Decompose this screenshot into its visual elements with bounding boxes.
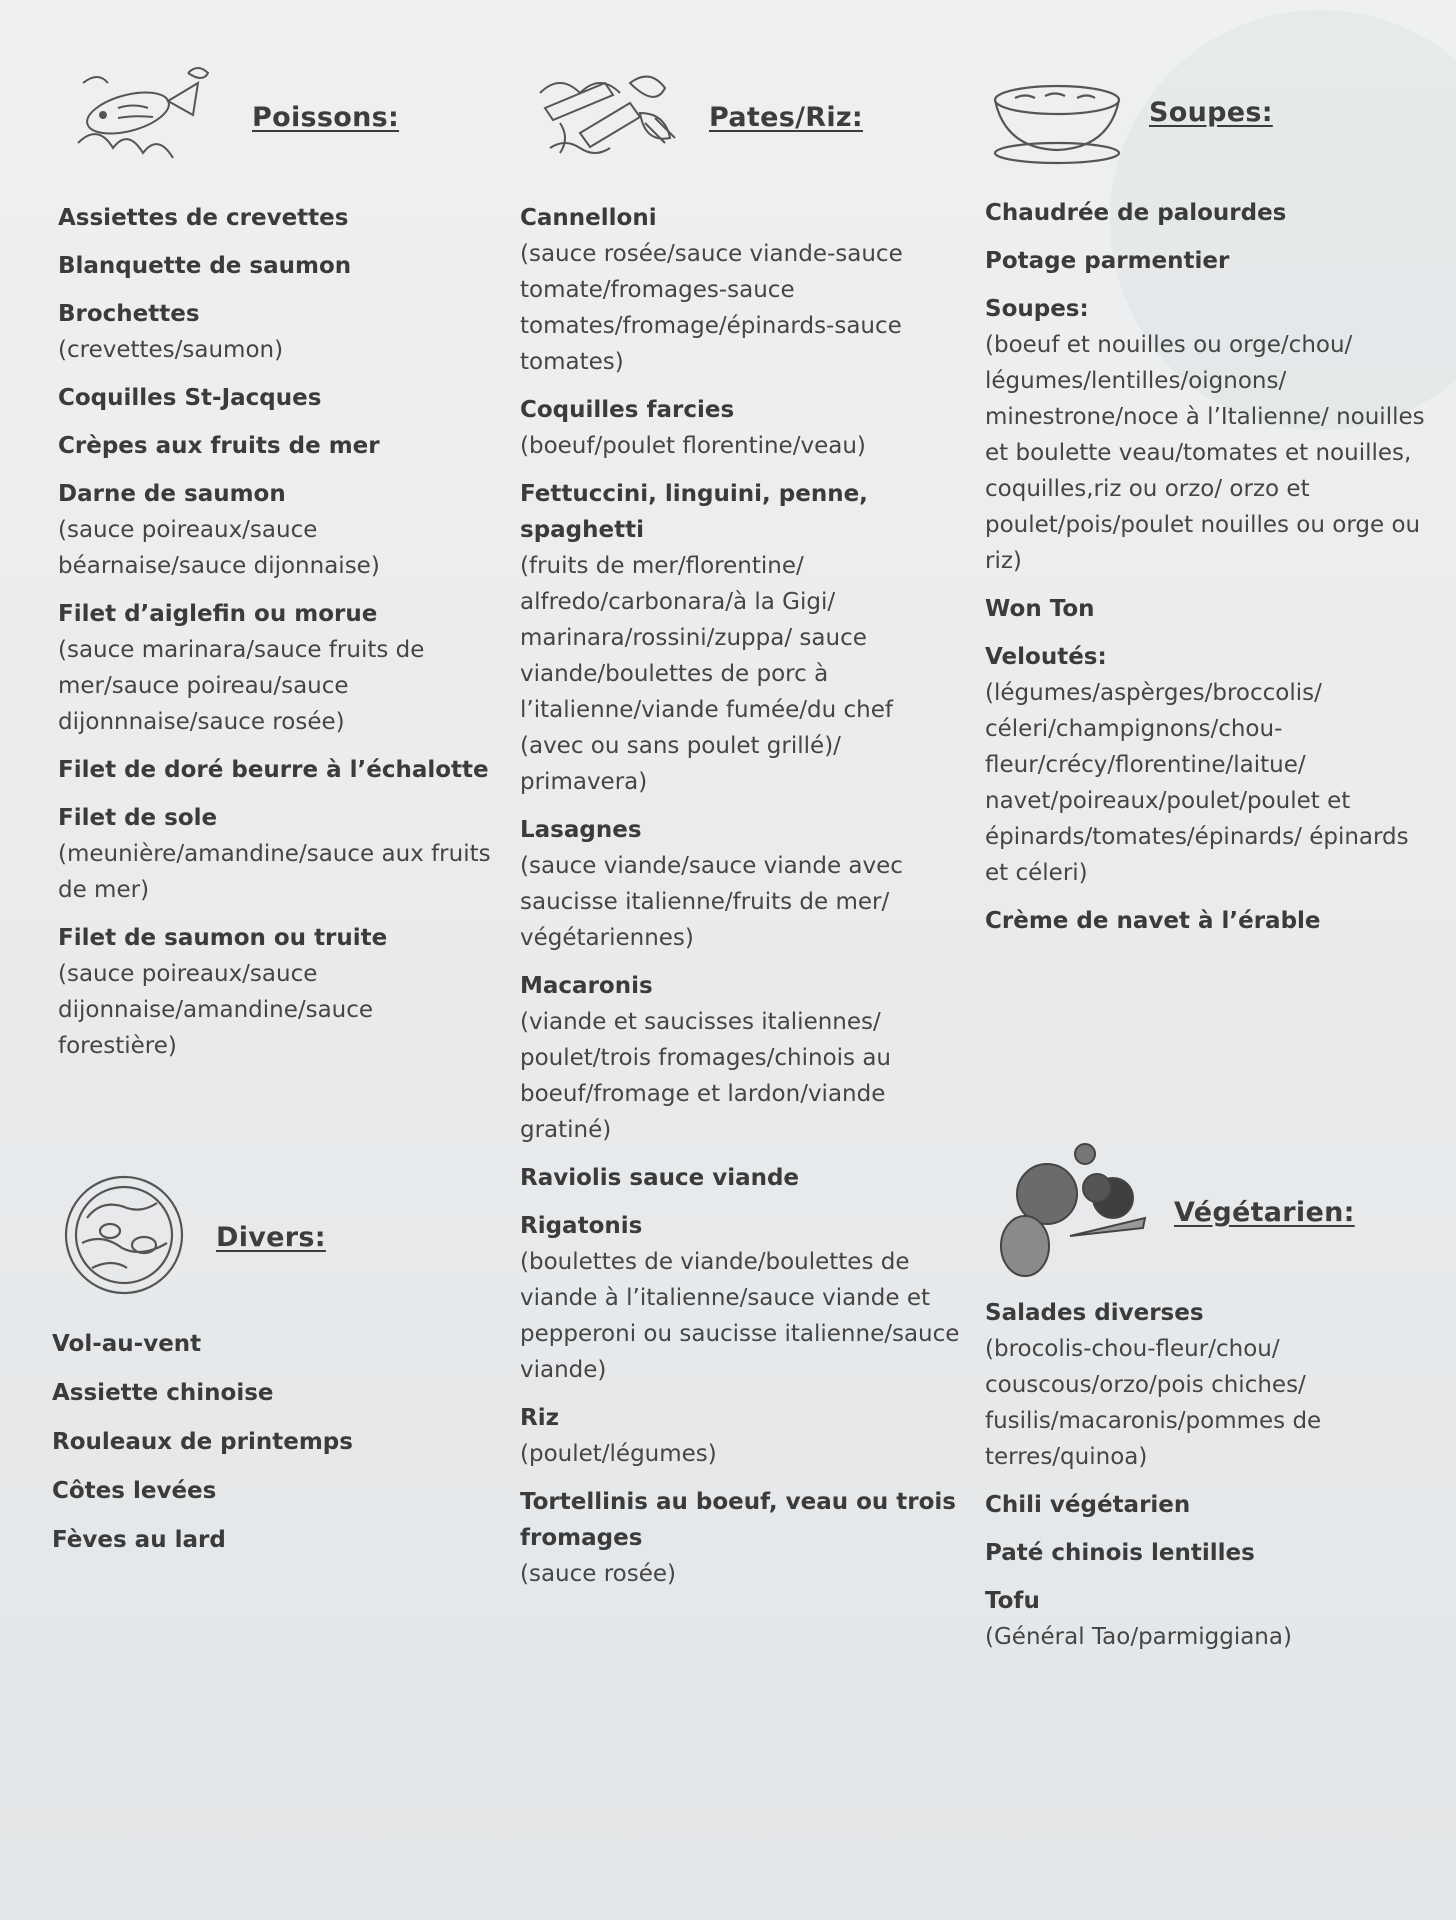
menu-item-name: Filet d’aiglefin ou morue xyxy=(58,601,378,627)
menu-item xyxy=(985,1487,1435,1523)
menu-item xyxy=(58,380,498,416)
menu-item xyxy=(985,639,1435,891)
menu-item xyxy=(58,596,498,740)
menu-item-name: Rigatonis xyxy=(520,1213,643,1239)
menu-item xyxy=(52,1473,472,1509)
item-list xyxy=(985,1295,1435,1655)
menu-item xyxy=(52,1375,472,1411)
menu-item-description: (sauce rosée) xyxy=(520,1561,677,1587)
section-pates-riz xyxy=(520,55,960,1604)
pasta-icon xyxy=(520,53,695,182)
menu-item xyxy=(985,1535,1435,1571)
section-header xyxy=(520,55,960,180)
menu-item-name: Côtes levées xyxy=(52,1478,217,1504)
menu-item-description: (crevettes/saumon) xyxy=(58,337,284,363)
menu-item xyxy=(58,476,498,584)
menu-item-description: (sauce marinara/sauce fruits de mer/sauce poireau/sauce dijonnnaise/sauce rosée) xyxy=(58,637,425,735)
menu-item xyxy=(520,1484,960,1592)
menu-item-name: Filet de saumon ou truite xyxy=(58,925,388,951)
menu-item-description: (poulet/légumes) xyxy=(520,1441,717,1467)
menu-item xyxy=(58,920,498,1064)
menu-item xyxy=(58,296,498,368)
menu-item-name: Macaronis xyxy=(520,973,653,999)
section-title: Végétarien: xyxy=(1174,1197,1355,1228)
section-vegetarien xyxy=(985,1150,1435,1667)
menu-item-description: (sauce poireaux/sauce dijonnaise/amandine/sauce forestière) xyxy=(58,961,374,1059)
item-list xyxy=(520,200,960,1592)
menu-item-name: Fettuccini, linguini, penne, spaghetti xyxy=(520,481,868,543)
menu-item-description: (sauce viande/sauce viande avec saucisse italienne/fruits de mer/ végétariennes) xyxy=(520,853,903,951)
menu-item-name: Crèpes aux fruits de mer xyxy=(58,433,380,459)
menu-item xyxy=(520,812,960,956)
menu-item xyxy=(520,392,960,464)
menu-item-name: Paté chinois lentilles xyxy=(985,1540,1255,1566)
menu-item xyxy=(58,752,498,788)
menu-item-name: Fèves au lard xyxy=(52,1527,226,1553)
menu-item-name: Riz xyxy=(520,1405,559,1431)
menu-item xyxy=(985,195,1435,231)
menu-item-name: Brochettes xyxy=(58,301,200,327)
menu-item xyxy=(52,1424,472,1460)
menu-item-name: Filet de doré beurre à l’échalotte xyxy=(58,757,489,783)
menu-item-description: (fruits de mer/florentine/ alfredo/carbonara/à la Gigi/ marinara/rossini/zuppa/ sauce viande/boulettes de porc à l’italienne/viande fumée/du chef (avec ou sans poulet grillé)/ primavera) xyxy=(520,553,894,795)
menu-item xyxy=(985,243,1435,279)
item-list xyxy=(52,1326,472,1558)
menu-item-name: Cannelloni xyxy=(520,205,657,231)
menu-item xyxy=(985,591,1435,627)
menu-item-name: Raviolis sauce viande xyxy=(520,1165,800,1191)
vegetables-icon xyxy=(985,1136,1160,1290)
menu-item-description: (légumes/aspèrges/broccolis/ céleri/champignons/chou-fleur/crécy/florentine/laitue/ navet/poireaux/poulet/poulet et épinards/tomates/épinards/ épinards et céleri) xyxy=(985,680,1409,886)
section-title: Soupes: xyxy=(1149,97,1273,128)
menu-item-name: Darne de saumon xyxy=(58,481,286,507)
menu-item xyxy=(58,200,498,236)
menu-item-name: Coquilles farcies xyxy=(520,397,735,423)
section-title: Poissons: xyxy=(252,102,400,133)
menu-item-description: (sauce poireaux/sauce béarnaise/sauce dijonnaise) xyxy=(58,517,380,579)
menu-item-name: Coquilles St-Jacques xyxy=(58,385,322,411)
menu-item-name: Assiette chinoise xyxy=(52,1380,274,1406)
menu-item-description: (boeuf et nouilles ou orge/chou/ légumes/lentilles/oignons/ minestrone/noce à l’Italienne/ nouilles et boulette veau/tomates et nouilles, coquilles,riz ou orzo/ orzo et poulet/pois/poulet nouilles ou orge ou riz) xyxy=(985,332,1425,574)
menu-item-name: Salades diverses xyxy=(985,1300,1204,1326)
section-soupes xyxy=(985,50,1435,951)
section-header xyxy=(52,1175,472,1300)
menu-item xyxy=(58,428,498,464)
menu-item-description: (viande et saucisses italiennes/ poulet/trois fromages/chinois au boeuf/fromage et lardon/viande gratiné) xyxy=(520,1009,891,1143)
section-header xyxy=(58,55,498,180)
menu-item-name: Rouleaux de printemps xyxy=(52,1429,353,1455)
section-poissons xyxy=(58,55,498,1076)
menu-item xyxy=(52,1522,472,1558)
menu-item-name: Chaudrée de palourdes xyxy=(985,200,1287,226)
menu-item-name: Chili végétarien xyxy=(985,1492,1191,1518)
menu-item-name: Vol-au-vent xyxy=(52,1331,202,1357)
menu-item-description: (brocolis-chou-fleur/chou/ couscous/orzo/pois chiches/ fusilis/macaronis/pommes de terres/quinoa) xyxy=(985,1336,1322,1470)
menu-item xyxy=(520,1208,960,1388)
menu-item-name: Tortellinis au boeuf, veau ou trois fromages xyxy=(520,1489,957,1551)
menu-item xyxy=(520,200,960,380)
menu-item xyxy=(58,800,498,908)
section-title: Pates/Riz: xyxy=(709,102,863,133)
menu-item-name: Soupes: xyxy=(985,296,1089,322)
menu-item-description: (boulettes de viande/boulettes de viande à l’italienne/sauce viande et pepperoni ou saucisse italienne/sauce viande) xyxy=(520,1249,960,1383)
platter-icon xyxy=(52,1173,202,1302)
menu-item xyxy=(985,1583,1435,1655)
menu-item xyxy=(52,1326,472,1362)
menu-item xyxy=(985,903,1435,939)
menu-item xyxy=(58,248,498,284)
menu-item-name: Won Ton xyxy=(985,596,1095,622)
menu-item-description: (sauce rosée/sauce viande-sauce tomate/fromages-sauce tomates/fromage/épinards-sauce tomates) xyxy=(520,241,903,375)
menu-item-name: Assiettes de crevettes xyxy=(58,205,349,231)
fish-icon xyxy=(58,53,238,182)
menu-item-description: (Général Tao/parmiggiana) xyxy=(985,1624,1292,1650)
menu-item-name: Lasagnes xyxy=(520,817,642,843)
menu-item xyxy=(520,1400,960,1472)
menu-item xyxy=(985,1295,1435,1475)
soup-bowl-icon xyxy=(985,48,1135,177)
section-title: Divers: xyxy=(216,1222,326,1253)
menu-item-description: (boeuf/poulet florentine/veau) xyxy=(520,433,866,459)
menu-item-name: Blanquette de saumon xyxy=(58,253,352,279)
menu-item-description: (meunière/amandine/sauce aux fruits de mer) xyxy=(58,841,491,903)
menu-item xyxy=(520,476,960,800)
menu-item xyxy=(520,968,960,1148)
item-list xyxy=(985,195,1435,939)
menu-item-name: Veloutés: xyxy=(985,644,1107,670)
menu-item-name: Potage parmentier xyxy=(985,248,1230,274)
menu-item-name: Crème de navet à l’érable xyxy=(985,908,1321,934)
menu-item-name: Filet de sole xyxy=(58,805,218,831)
menu-item xyxy=(520,1160,960,1196)
menu-item-name: Tofu xyxy=(985,1588,1040,1614)
menu-item xyxy=(985,291,1435,579)
item-list xyxy=(58,200,498,1064)
section-header xyxy=(985,50,1435,175)
section-divers xyxy=(52,1175,472,1571)
section-header xyxy=(985,1150,1435,1275)
